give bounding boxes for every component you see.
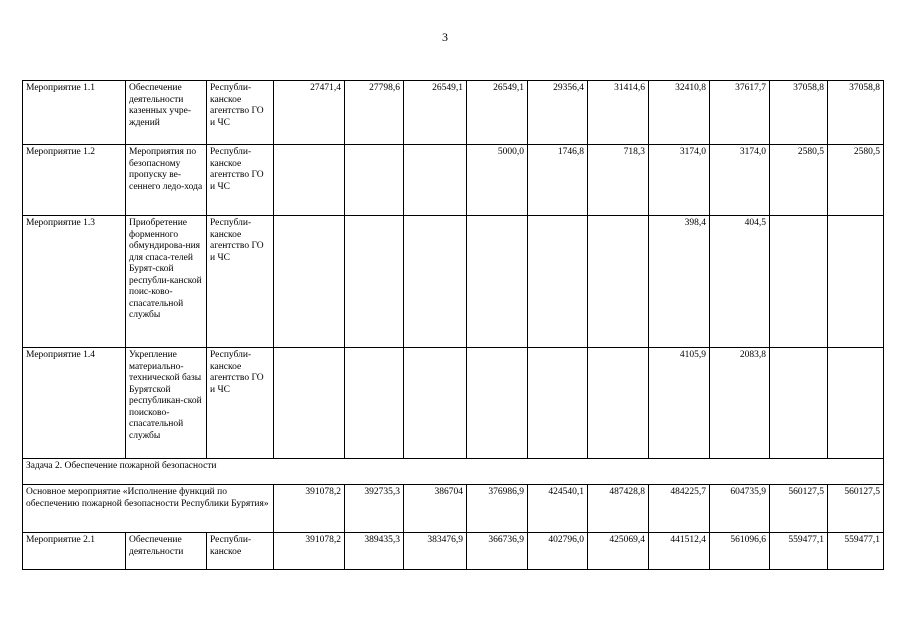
value-cell: 392735,3 — [345, 485, 404, 533]
value-cell: 32410,8 — [649, 81, 710, 145]
value-cell — [528, 216, 588, 348]
value-cell — [274, 348, 345, 459]
measure-row — [23, 348, 884, 459]
value-cell: 425069,4 — [588, 533, 649, 570]
value-cell: 26549,1 — [467, 81, 528, 145]
value-cell: 424540,1 — [528, 485, 588, 533]
value-cell: 391078,2 — [274, 533, 345, 570]
value-cell: 718,3 — [588, 145, 649, 216]
value-cell: 559477,1 — [770, 533, 828, 570]
value-cell: 37617,7 — [710, 81, 770, 145]
main-measure-row — [23, 485, 884, 533]
value-cell: 376986,9 — [467, 485, 528, 533]
value-cell — [404, 216, 467, 348]
page-number: 3 — [442, 30, 448, 44]
value-cell: 5000,0 — [467, 145, 528, 216]
value-cell: 2580,5 — [828, 145, 884, 216]
value-cell: 404,5 — [710, 216, 770, 348]
value-cell — [770, 216, 828, 348]
value-cell: 402796,0 — [528, 533, 588, 570]
value-cell — [345, 348, 404, 459]
measure-label: Мероприятие 1.1 — [23, 81, 126, 145]
measure-name: Укрепление материально-технической базы Бурятской республикан-ской поисково-спасательной службы — [126, 348, 207, 459]
value-cell — [345, 145, 404, 216]
task-label: Задача 2. Обеспечение пожарной безопасности — [23, 459, 884, 485]
measure-row — [23, 216, 884, 348]
value-cell: 2580,5 — [770, 145, 828, 216]
measure-name: Обеспечение деятельности казенных учре-ждений — [126, 81, 207, 145]
value-cell: 560127,5 — [770, 485, 828, 533]
value-cell — [467, 348, 528, 459]
value-cell — [770, 348, 828, 459]
task-row — [23, 459, 884, 485]
value-cell: 26549,1 — [404, 81, 467, 145]
value-cell: 4105,9 — [649, 348, 710, 459]
measure-row — [23, 533, 884, 570]
value-cell: 386704 — [404, 485, 467, 533]
executor: Республи-канское агентство ГО и ЧС — [207, 145, 274, 216]
value-cell: 366736,9 — [467, 533, 528, 570]
value-cell — [404, 348, 467, 459]
measure-label: Мероприятие 1.4 — [23, 348, 126, 459]
value-cell: 3174,0 — [710, 145, 770, 216]
value-cell: 31414,6 — [588, 81, 649, 145]
budget-table — [22, 80, 884, 570]
measure-label: Мероприятие 1.3 — [23, 216, 126, 348]
value-cell: 37058,8 — [770, 81, 828, 145]
executor: Республи-канское агентство ГО и ЧС — [207, 81, 274, 145]
value-cell: 37058,8 — [828, 81, 884, 145]
executor: Республи-канское — [207, 533, 274, 570]
measure-row — [23, 81, 884, 145]
value-cell: 484225,7 — [649, 485, 710, 533]
executor: Республи-канское агентство ГО и ЧС — [207, 348, 274, 459]
measure-label: Мероприятие 2.1 — [23, 533, 126, 570]
value-cell: 3174,0 — [649, 145, 710, 216]
value-cell — [828, 216, 884, 348]
measure-row — [23, 145, 884, 216]
value-cell: 398,4 — [649, 216, 710, 348]
value-cell — [528, 348, 588, 459]
value-cell: 561096,6 — [710, 533, 770, 570]
measure-name: Мероприятия по безопасному пропуску ве-сеннего ледо-хода — [126, 145, 207, 216]
value-cell: 29356,4 — [528, 81, 588, 145]
value-cell — [274, 145, 345, 216]
value-cell — [588, 216, 649, 348]
value-cell: 389435,3 — [345, 533, 404, 570]
value-cell: 560127,5 — [828, 485, 884, 533]
measure-name: Приобретение форменного обмундирова-ния для спаса-телей Бурят-ской республи-канской поис-ково-спасательной службы — [126, 216, 207, 348]
value-cell: 391078,2 — [274, 485, 345, 533]
value-cell: 2083,8 — [710, 348, 770, 459]
value-cell: 604735,9 — [710, 485, 770, 533]
value-cell: 1746,8 — [528, 145, 588, 216]
value-cell: 27471,4 — [274, 81, 345, 145]
value-cell — [404, 145, 467, 216]
measure-name: Обеспечение деятельности — [126, 533, 207, 570]
executor: Республи-канское агентство ГО и ЧС — [207, 216, 274, 348]
main-measure-label: Основное мероприятие «Исполнение функций по обеспечению пожарной безопасности Республики Бурятия» — [23, 485, 274, 533]
value-cell: 27798,6 — [345, 81, 404, 145]
value-cell: 487428,8 — [588, 485, 649, 533]
value-cell: 441512,4 — [649, 533, 710, 570]
measure-label: Мероприятие 1.2 — [23, 145, 126, 216]
value-cell: 383476,9 — [404, 533, 467, 570]
value-cell — [345, 216, 404, 348]
table-body — [23, 81, 884, 570]
value-cell — [828, 348, 884, 459]
value-cell — [467, 216, 528, 348]
value-cell — [274, 216, 345, 348]
value-cell — [588, 348, 649, 459]
value-cell: 559477,1 — [828, 533, 884, 570]
